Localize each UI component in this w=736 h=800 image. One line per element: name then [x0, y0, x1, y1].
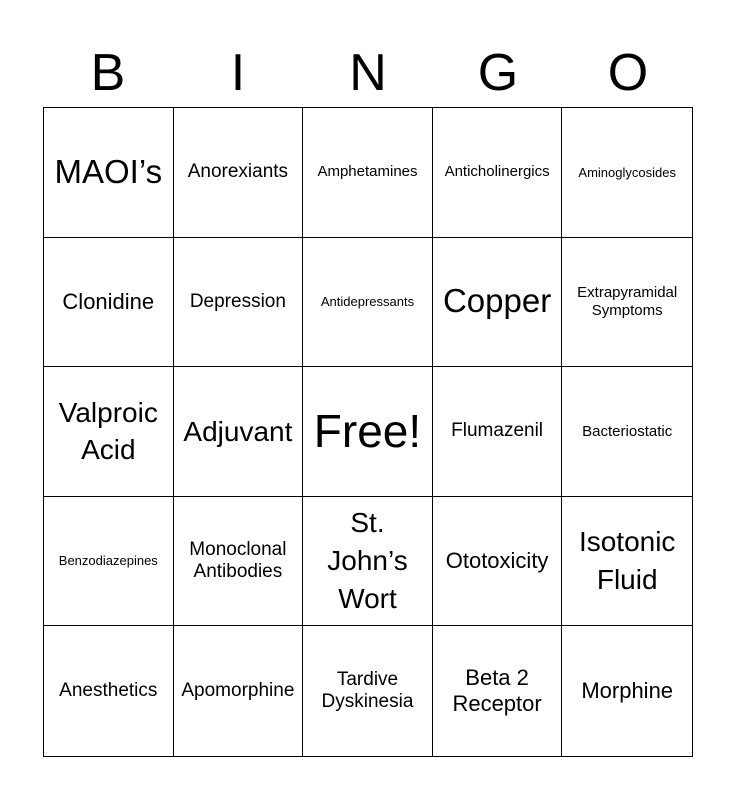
bingo-cell: Flumazenil — [433, 367, 563, 497]
bingo-cell: St. John’s Wort — [303, 497, 433, 627]
bingo-cell: Benzodiazepines — [44, 497, 174, 627]
bingo-cell: Extrapyramidal Symptoms — [562, 238, 692, 368]
header-letter-n: N — [349, 44, 387, 102]
bingo-cell: Copper — [433, 238, 563, 368]
bingo-cell: Morphine — [581, 678, 674, 704]
header-letter-g: G — [477, 44, 519, 102]
bingo-cell: Tardive Dyskinesia — [303, 626, 433, 756]
bingo-cell: Monoclonal Antibodies — [174, 497, 304, 627]
bingo-cell: Isotonic Fluid — [562, 497, 692, 627]
bingo-cell: Depression — [174, 238, 304, 368]
bingo-cell: Bacteriostatic — [562, 367, 692, 497]
bingo-board — [43, 107, 693, 757]
bingo-cell: MAOI’s — [44, 108, 174, 238]
bingo-cell: Clonidine — [44, 238, 174, 368]
free-space-cell: Free! — [303, 367, 433, 497]
header-letter-i: I — [230, 44, 246, 102]
bingo-cell: Ototoxicity — [433, 497, 563, 627]
bingo-cell: Apomorphine — [174, 626, 304, 756]
header-letter-b: B — [90, 44, 126, 102]
bingo-cell: Valproic Acid — [44, 367, 174, 497]
bingo-cell: Beta 2 Receptor — [433, 626, 563, 756]
bingo-cell: Anorexiants — [174, 108, 304, 238]
bingo-cell: Antidepressants — [303, 238, 433, 368]
bingo-cell: Anticholinergics — [433, 108, 563, 238]
bingo-cell: Amphetamines — [303, 108, 433, 238]
bingo-header — [43, 40, 693, 106]
header-letter-o: O — [607, 44, 649, 102]
bingo-cell: Anesthetics — [44, 626, 174, 756]
bingo-cell: Adjuvant — [174, 367, 304, 497]
bingo-cell: Aminoglycosides — [562, 108, 692, 238]
